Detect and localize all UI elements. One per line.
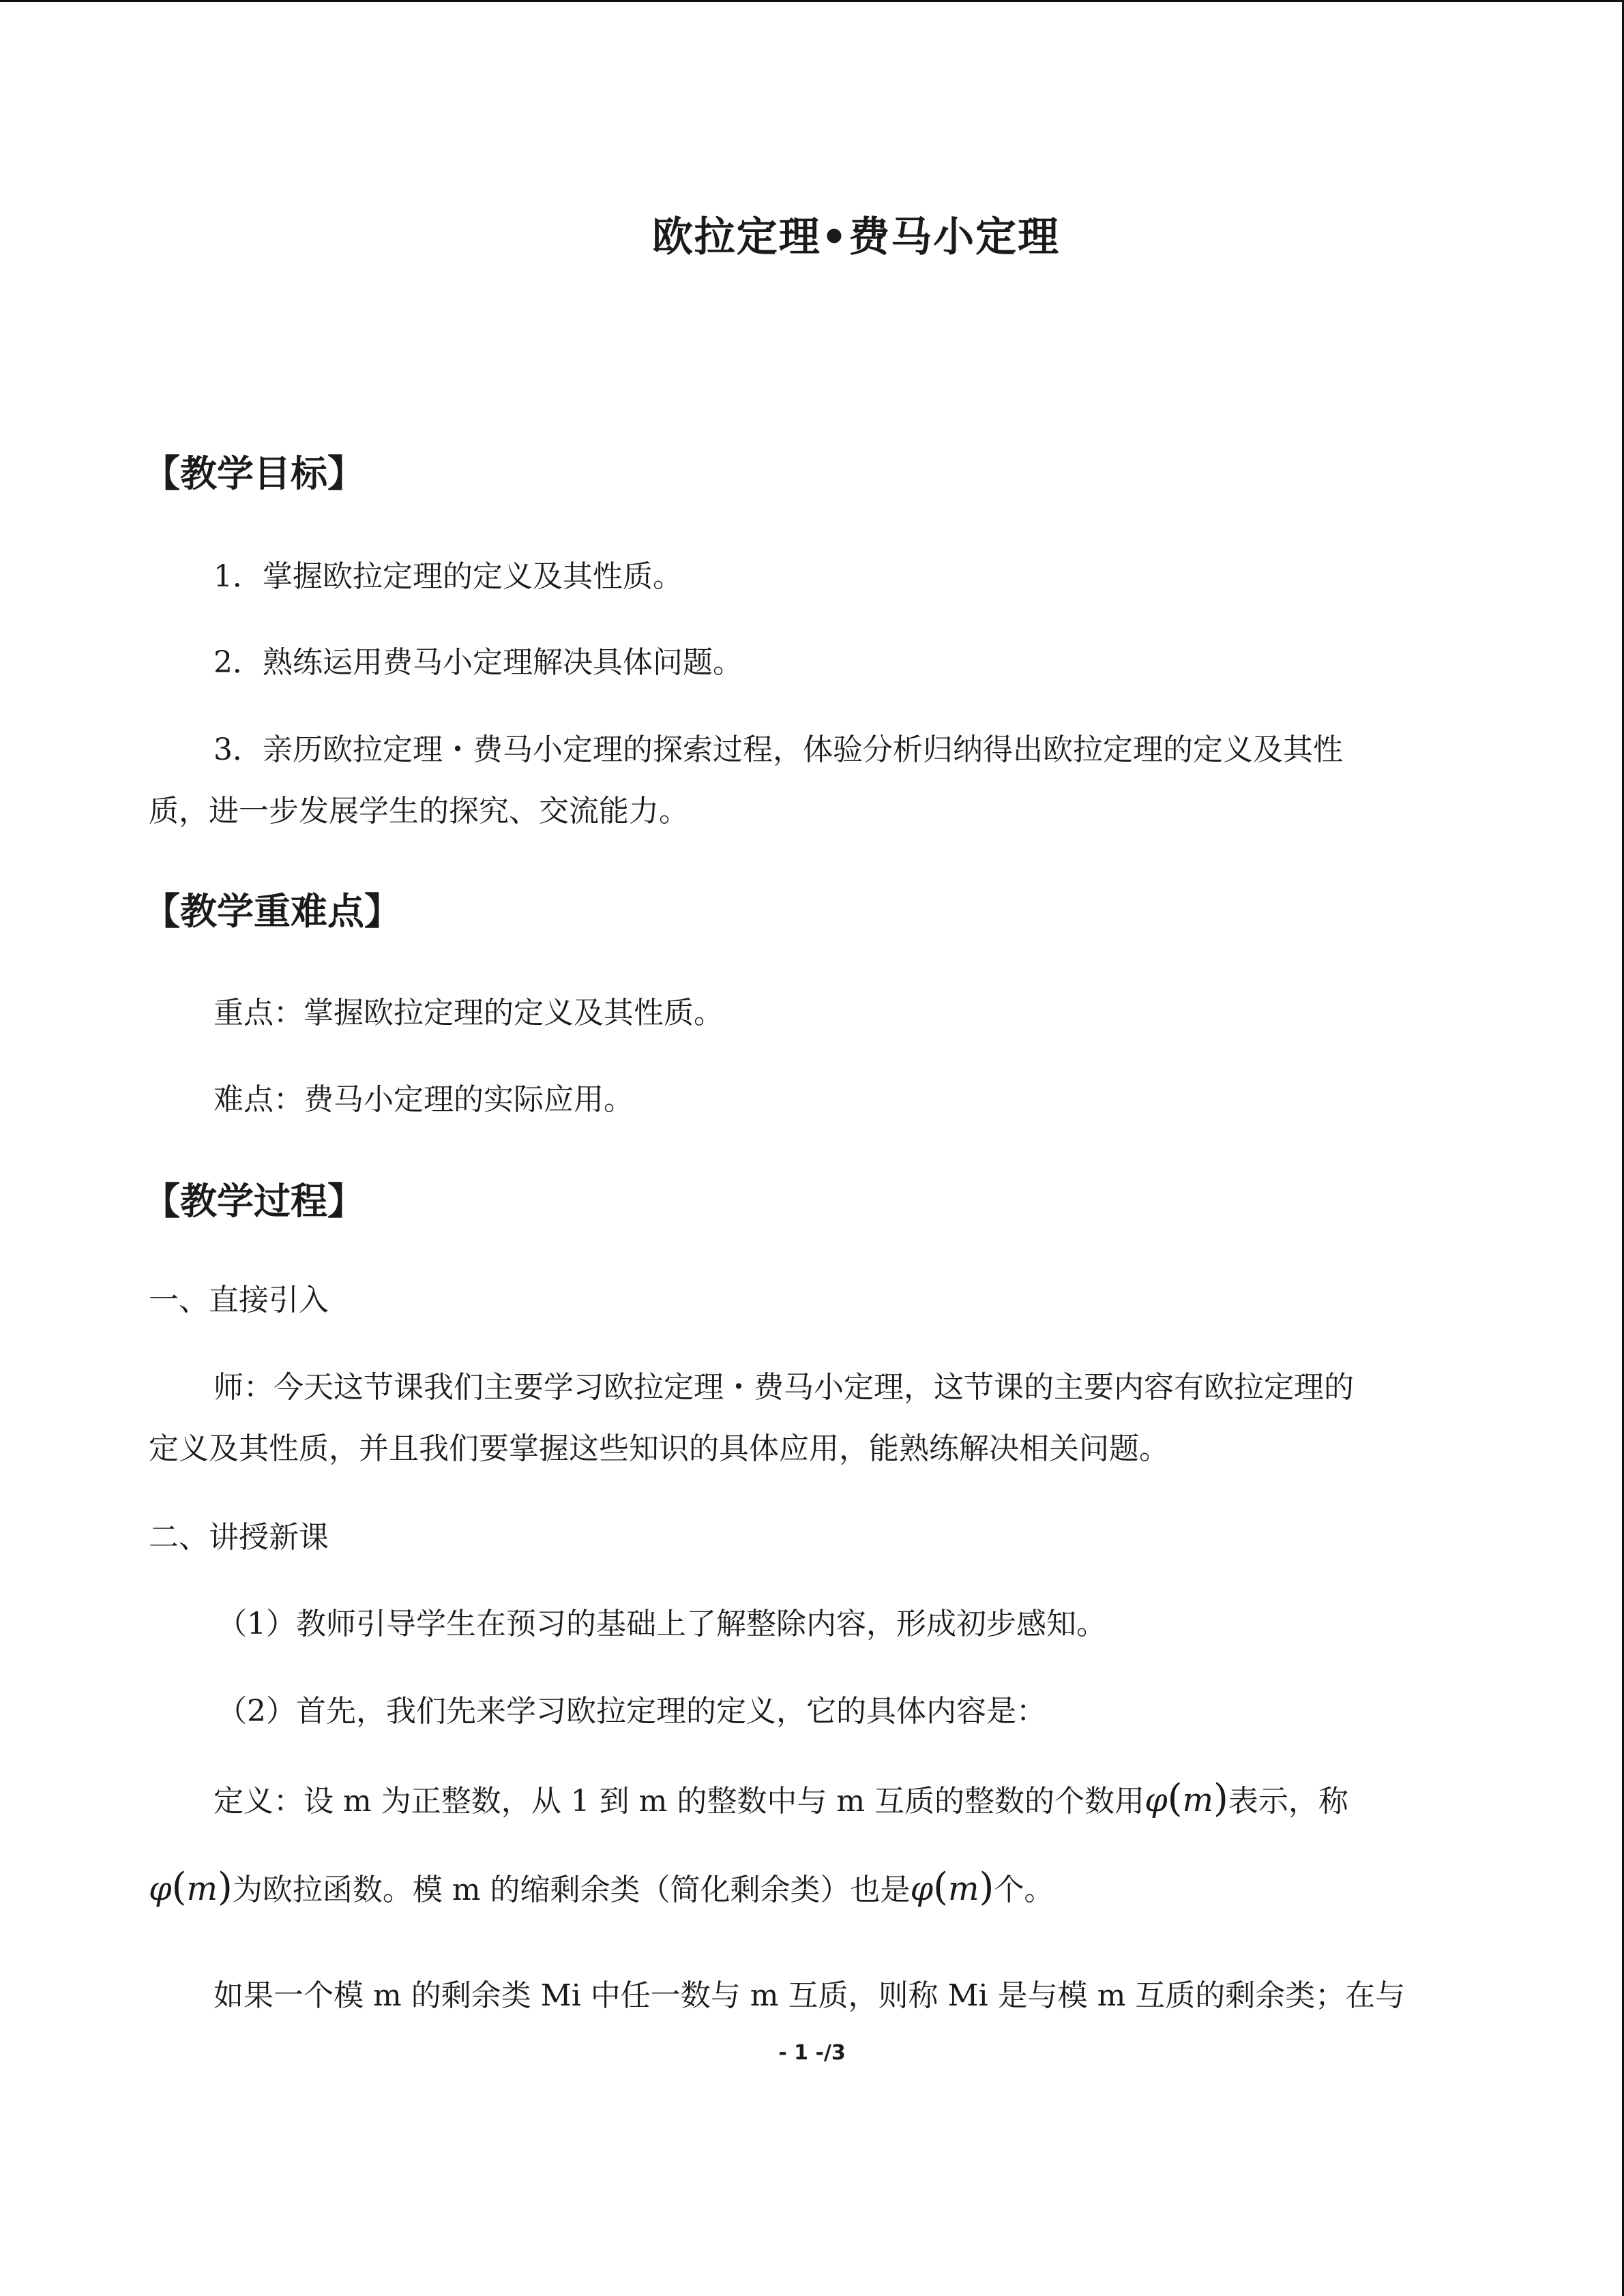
- m-variable: m: [948, 1870, 979, 1908]
- part-2-title: 二、讲授新课: [149, 1520, 329, 1555]
- goal-item-2: 2．熟练运用费马小定理解决具体问题。: [213, 645, 743, 680]
- right-paren: ): [217, 1865, 233, 1909]
- part-2-step-2: （2）首先，我们先来学习欧拉定理的定义，它的具体内容是：: [217, 1694, 1046, 1729]
- page-title: 欧拉定理•费马小定理: [651, 213, 1061, 261]
- key-point-difficulty: 难点：费马小定理的实际应用。: [213, 1082, 634, 1117]
- goal-item-3-line-2: 质，进一步发展学生的探究、交流能力。: [149, 794, 689, 829]
- definition-line-1: [213, 1776, 1348, 1821]
- right-paren: ): [1213, 1776, 1228, 1821]
- definition-line-2-suffix: 个。: [994, 1873, 1054, 1907]
- page-number: - 1 -/3: [778, 2041, 846, 2065]
- goal-item-3-line-1: 3．亲历欧拉定理・费马小定理的探索过程，体验分析归纳得出欧拉定理的定义及其性: [213, 732, 1343, 767]
- left-paren: (: [933, 1865, 949, 1909]
- residue-class-line: 如果一个模 m 的剩余类 Mi 中任一数与 m 互质，则称 Mi 是与模 m 互质的剩余类；在与: [213, 1978, 1406, 2013]
- definition-line-2-middle: 为欧拉函数。模 m 的缩剩余类（简化剩余类）也是: [232, 1873, 911, 1907]
- section-heading-key-points: 【教学重难点】: [143, 890, 401, 933]
- phi-symbol: φ: [149, 1870, 172, 1908]
- m-variable: m: [1182, 1781, 1214, 1819]
- m-variable: m: [186, 1870, 218, 1908]
- phi-symbol: φ: [910, 1870, 934, 1908]
- part-1-title: 一、直接引入: [149, 1283, 329, 1317]
- definition-line-2: [149, 1865, 1054, 1909]
- euler-phi-formula: [910, 1865, 994, 1909]
- phi-symbol: φ: [1145, 1781, 1168, 1819]
- euler-phi-formula: [149, 1865, 233, 1909]
- definition-line-1-suffix: 表示，称: [1228, 1784, 1348, 1819]
- page-border-top: [0, 0, 1624, 2]
- section-heading-goals: 【教学目标】: [143, 452, 364, 495]
- left-paren: (: [1167, 1776, 1183, 1821]
- part-1-line-2: 定义及其性质，并且我们要掌握这些知识的具体应用，能熟练解决相关问题。: [149, 1431, 1169, 1466]
- definition-line-1-prefix: 定义：设 m 为正整数，从 1 到 m 的整数中与 m 互质的整数的个数用: [213, 1784, 1145, 1819]
- euler-phi-formula: [1145, 1776, 1228, 1821]
- part-1-line-1: 师：今天这节课我们主要学习欧拉定理・费马小定理，这节课的主要内容有欧拉定理的: [213, 1370, 1354, 1405]
- key-point-focus: 重点：掌握欧拉定理的定义及其性质。: [213, 996, 724, 1030]
- goal-item-1: 1．掌握欧拉定理的定义及其性质。: [213, 559, 683, 594]
- right-paren: ): [979, 1865, 994, 1909]
- part-2-step-1: （1）教师引导学生在预习的基础上了解整除内容，形成初步感知。: [217, 1607, 1106, 1641]
- section-heading-process: 【教学过程】: [143, 1180, 364, 1223]
- left-paren: (: [171, 1865, 187, 1909]
